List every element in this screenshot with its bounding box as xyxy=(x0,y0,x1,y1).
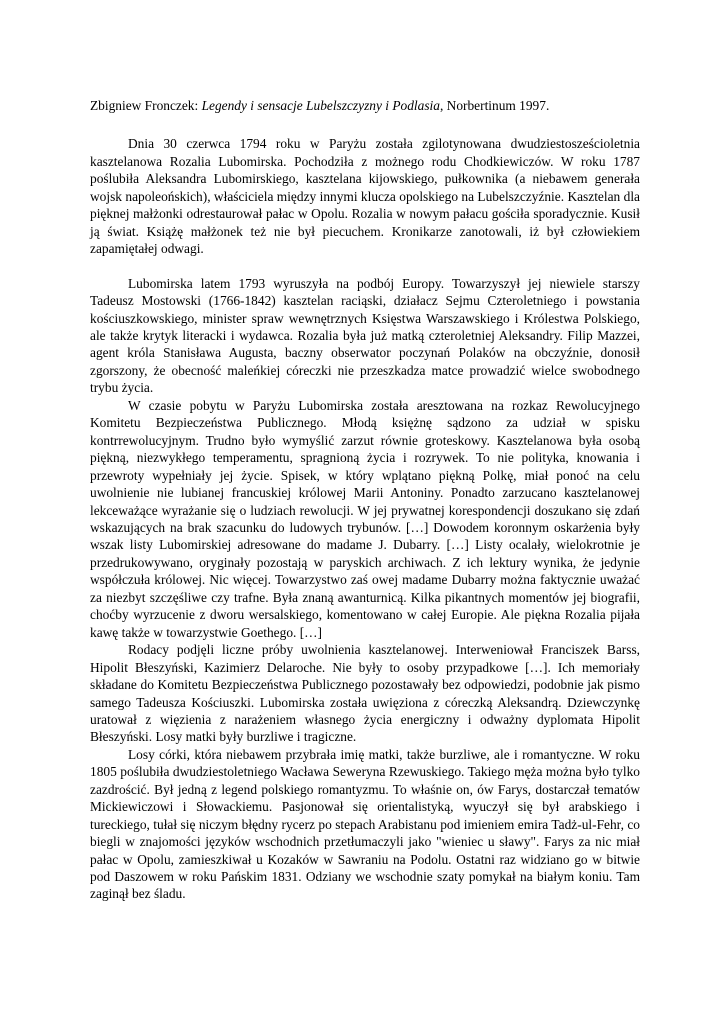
citation-publisher: , Norbertinum 1997. xyxy=(439,98,550,113)
paragraph-3: W czasie pobytu w Paryżu Lubomirska została aresztowana na rozkaz Rewolucyjnego Komitetu Bezpieczeństwa Publicznego. Młodą księżnę sądzono za udział w spisku kontrrewolucyjnym. Trudno było wymyślić zarzut równie groteskowy. Kasztelanowa była osobą piękną, niezwykłego temperamentu, spragnioną życia i rozrywek. To nie polityka, knowania i przewroty wypełniały jej życie. Spisek, w który wplątano piękną Polkę, miał ponoć na celu uwolnienie nie lubianej francuskiej królowej Marii Antoniny. Ponadto zarzucano kasztelanowej lekceważące wyrażanie się o ludziach rewolucji. W jej prywatnej korespondencji doszukano się zdań wskazujących na brak szacunku do ludowych trybunów. […] Dowodem koronnym oskarżenia były wszak listy Lubomirskiej adresowane do madame J. Dubarry. […] Listy ocalały, wielokrotnie je przedrukowywano, oryginały pozostają w paryskich archiwach. Z ich lektury wynika, że jedynie współczuła królowej. Nic więcej. Towarzystwo zaś owej madame Dubarry można faktycznie uważać za niezbyt szczęśliwe czy trafne. Była znaną awanturnicą. Kilka pikantnych momentów jej biografii, choćby wyrzucenie z dworu wersalskiego, komentowano w całej Europie. Ale piękna Rozalia pijała kawę także w towarzystwie Goethego. […] xyxy=(90,397,640,640)
paragraph-2: Lubomirska latem 1793 wyruszyła na podbój Europy. Towarzyszył jej niewiele starszy Tadeusz Mostowski (1766-1842) kasztelan raciąski, działacz Sejmu Czteroletniego i powstania kościuszkowskiego, minister spraw wewnętrznych Księstwa Warszawskiego i Królestwa Polskiego, ale także krytyk literacki i wydawca. Rozalia była już matką czteroletniej Aleksandry. Filip Mazzei, agent króla Stanisława Augusta, baczny obserwator poczynań Polaków na obczyźnie, donosił zgorszony, że obecność maleńkiej córeczki nie przeszkadza matce prowadzić wielce swobodnego trybu życia. xyxy=(90,275,640,396)
paragraph-5: Losy córki, która niebawem przybrała imię matki, także burzliwe, ale i romantyczne. W roku 1805 poślubiła dwudziestoletniego Wacława Seweryna Rzewuskiego. Takiego męża można było tylko zazdrościć. Był jedną z legend polskiego romantyzmu. To właśnie on, ów Farys, dostarczał tematów Mickiewiczowi i Słowackiemu. Pasjonował się orientalistyką, wyuczył się był arabskiego i tureckiego, tułał się niczym błędny rycerz po stepach Arabistanu pod imieniem emira Tadż-ul-Fehr, co biegli w znajomości języków wschodnich przetłumaczyli jako "wieniec u sławy". Farys za nic miał pałac w Opolu, zamieszkiwał u Kozaków w Sawraniu na Podolu. Ostatni raz widziano go w bitwie pod Daszowem w roku Pańskim 1831. Odziany we wschodnie szaty pomykał na białym koniu. Tam zaginął bez śladu. xyxy=(90,746,640,902)
paragraph-1: Dnia 30 czerwca 1794 roku w Paryżu została zgilotynowana dwudziestosześcioletnia kasztelanowa Rozalia Lubomirska. Pochodziła z możnego rodu Chodkiewiczów. W roku 1787 poślubiła Aleksandra Lubomirskiego, kasztelana kijowskiego, pułkownika (a niebawem generała wojsk napoleońskich), właściciela między innymi klucza opolskiego na Lubelszczyźnie. Kasztelan dla pięknej małżonki odrestaurował pałac w Opolu. Rozalia w nowym pałacu gościła sporadycznie. Kusił ją świat. Książę małżonek też nie był piecuchem. Kronikarze zanotowali, iż był człowiekiem zapamiętałej odwagi. xyxy=(90,136,640,257)
document-page xyxy=(90,97,640,903)
paragraph-4: Rodacy podjęli liczne próby uwolnienia kasztelanowej. Interweniował Franciszek Barss, Hipolit Błeszyński, Kazimierz Delaroche. Nie były to osoby przypadkowe […]. Ich memoriały składane do Komitetu Bezpieczeństwa Publicznego pozostawały bez odpowiedzi, podobnie jak pismo samego Tadeusza Kościuszki. Lubomirska została uwięziona z córeczką Aleksandrą. Dziewczynkę uratował z więzienia z narażeniem własnego życia energiczny i odważny dyplomata Hipolit Błeszyński. Losy matki były burzliwe i tragiczne. xyxy=(90,642,640,745)
citation-line xyxy=(90,97,640,114)
citation-author: Zbigniew Fronczek: xyxy=(90,98,202,113)
citation-title: Legendy i sensacje Lubelszczyzny i Podlasia xyxy=(201,98,440,113)
